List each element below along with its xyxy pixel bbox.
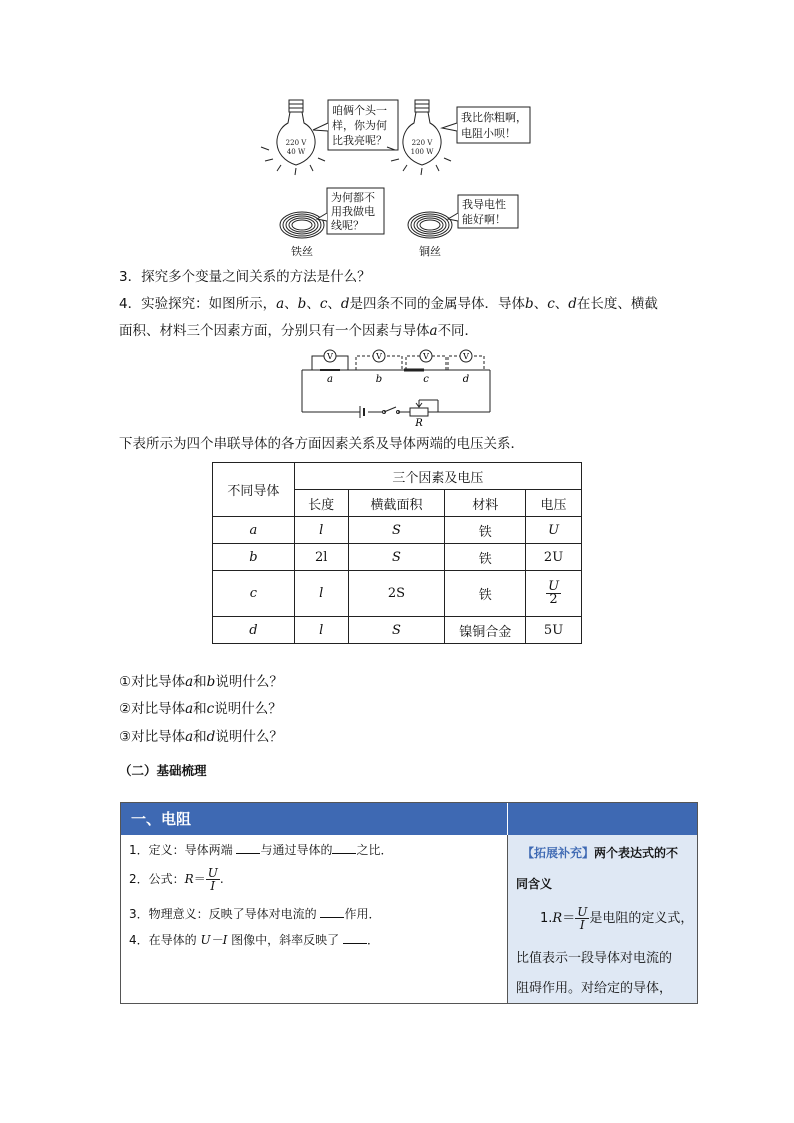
cell-area: S — [348, 517, 445, 544]
cell-name: d — [213, 617, 295, 644]
copper-coil-icon — [408, 212, 452, 238]
fraction-denominator: 2 — [549, 592, 558, 607]
bulb-40w-icon — [261, 100, 325, 175]
side-line2: 比值表示一段导体对电流的 — [516, 951, 673, 966]
box-heading: 一、电阻 — [121, 803, 507, 835]
box-sidebar — [508, 835, 697, 1003]
comic-figure — [255, 95, 545, 260]
cell-material: 铁 — [445, 517, 526, 544]
var: a — [185, 674, 194, 690]
voltmeter-1: V — [327, 352, 333, 361]
var-b: b — [297, 296, 307, 312]
equals: ＝ — [193, 872, 206, 886]
var: a — [185, 701, 194, 717]
sep: 、 — [533, 296, 548, 312]
cell-length: l — [294, 571, 348, 617]
q-text: 和 — [193, 674, 207, 690]
blank — [343, 931, 367, 944]
cell-voltage: U — [526, 517, 582, 544]
iron-coil-icon — [280, 212, 324, 238]
cell-material: 镍铜合金 — [445, 617, 526, 644]
speech3-line2: 用我做电 — [331, 205, 375, 218]
item-meaning — [129, 905, 380, 922]
col-length: 长度 — [294, 490, 348, 517]
var-c: c — [547, 296, 555, 312]
var-b: b — [525, 296, 534, 312]
table-row — [213, 517, 582, 544]
speech1-line1: 咱俩个头一 — [332, 104, 387, 117]
side-line1 — [540, 905, 693, 933]
section-title: （二）基础梳理 — [119, 763, 207, 778]
q4-text: 是四条不同的金属导体．导体 — [349, 296, 526, 312]
cell-name: c — [213, 571, 295, 617]
voltmeter-3: V — [423, 352, 429, 361]
conductor-b-label: b — [375, 374, 383, 385]
fraction-numerator: U — [548, 579, 560, 594]
conductor-table — [212, 462, 582, 644]
sep: 、 — [327, 296, 341, 312]
cell-length: 2l — [294, 544, 348, 571]
copper-label: 铜丝 — [419, 245, 441, 258]
bulb2-power: 100 W — [410, 148, 434, 156]
question-4-line1 — [119, 294, 658, 314]
bulb2-voltage: 220 V — [411, 139, 433, 147]
item-text: 4．在导体的 — [129, 933, 197, 947]
item-text: 之比． — [356, 843, 393, 857]
cell-material: 铁 — [445, 544, 526, 571]
compare-question-1 — [119, 672, 283, 692]
q-text: ①对比导体 — [119, 674, 186, 690]
circuit-diagram — [298, 346, 494, 428]
rheostat-label: R — [415, 418, 423, 428]
side-text: 1. — [540, 911, 553, 926]
speech1-line3: 比我亮呢？ — [332, 134, 387, 147]
q-text: 说明什么？ — [215, 674, 283, 690]
ui-symbol: U－I — [196, 933, 232, 947]
speech2-line2: 电阻小呗！ — [461, 127, 516, 140]
table-row — [213, 544, 582, 571]
cell-length: l — [294, 617, 348, 644]
q4-text: 不同． — [437, 323, 479, 339]
conductor-c-label: c — [423, 374, 429, 385]
item-text: . — [219, 872, 224, 886]
q4-text: 4．实验探究：如图所示， — [119, 296, 277, 312]
var: c — [206, 701, 215, 717]
col-voltage: 电压 — [526, 490, 582, 517]
fraction-numerator: U — [207, 866, 218, 880]
fraction-denominator: I — [210, 879, 216, 893]
q4-text: 在长度、横截 — [576, 296, 658, 312]
item-formula — [129, 861, 224, 897]
bulb1-voltage: 220 V — [285, 139, 307, 147]
var-a: a — [276, 296, 285, 312]
speech4-line1: 我导电性 — [462, 198, 506, 211]
var-R: R — [552, 911, 563, 926]
formula-fraction — [206, 867, 220, 892]
cell-material: 铁 — [445, 571, 526, 617]
col-area: 横截面积 — [348, 490, 445, 517]
side-title-line1 — [522, 844, 678, 861]
side-tag: 【拓展补充】 — [522, 846, 595, 860]
q-text: 说明什么？ — [214, 701, 282, 717]
item-text: 3．物理意义：反映了导体对电流的 — [129, 907, 321, 921]
cell-area: S — [348, 544, 445, 571]
compare-question-2 — [119, 699, 282, 719]
item-definition — [129, 841, 392, 858]
cell-voltage: 5U — [526, 617, 582, 644]
blank — [332, 841, 356, 854]
var-d: d — [568, 296, 577, 312]
side-title-line2: 同含义 — [516, 877, 553, 891]
resistance-box — [120, 802, 698, 1004]
question-4-line2 — [119, 321, 478, 341]
item-text: 作用． — [344, 907, 381, 921]
q-text: ②对比导体 — [119, 701, 186, 717]
side-line3: 阻碍作用。对给定的导体， — [516, 981, 673, 996]
voltmeter-2: V — [376, 352, 382, 361]
item-text: 图像中，斜率反映了 — [231, 933, 343, 947]
compare-question-3 — [119, 727, 283, 747]
speech3-line1: 为何都不 — [331, 191, 375, 204]
item-text: 与通过导体的 — [260, 843, 333, 857]
fraction-denominator: I — [579, 918, 585, 932]
speech3-line3: 线呢？ — [331, 219, 364, 232]
header-group: 三个因素及电压 — [294, 463, 581, 490]
var-d: d — [340, 296, 350, 312]
bulb1-power: 40 W — [286, 148, 306, 156]
cell-voltage — [526, 571, 582, 617]
cell-voltage: 2U — [526, 544, 582, 571]
blank — [320, 905, 344, 918]
header-conductor: 不同导体 — [213, 463, 295, 517]
side-title: 两个表达式的不 — [594, 846, 679, 860]
item-text: 2．公式： — [129, 872, 185, 886]
voltage-fraction — [546, 581, 561, 606]
question-3: 3．探究多个变量之间关系的方法是什么？ — [119, 269, 371, 285]
side-fraction — [575, 906, 589, 931]
q-text: 和 — [193, 701, 207, 717]
var-c: c — [319, 296, 328, 312]
blank — [236, 841, 260, 854]
q-text: 和 — [193, 729, 207, 745]
q4-text: 面积、材料三个因素方面，分别只有一个因素与导体 — [119, 323, 430, 339]
cell-name: b — [213, 544, 295, 571]
q-text: 说明什么？ — [215, 729, 283, 745]
item-graph — [129, 931, 379, 948]
speech4-line2: 能好啊！ — [462, 213, 506, 226]
sep: 、 — [284, 296, 298, 312]
side-text: 是电阻的定义式， — [589, 911, 694, 926]
cell-area: 2S — [348, 571, 445, 617]
var-R: R — [184, 872, 194, 886]
speech2-line1: 我比你粗啊， — [461, 111, 527, 124]
table-intro: 下表所示为四个串联导体的各方面因素关系及导体两端的电压关系． — [119, 436, 524, 452]
col-material: 材料 — [445, 490, 526, 517]
conductor-d-label: d — [462, 374, 470, 385]
cell-name: a — [213, 517, 295, 544]
speech1-line2: 样，你为何 — [332, 119, 387, 132]
var: b — [206, 674, 216, 690]
box-heading-right — [508, 803, 697, 835]
cell-length: l — [294, 517, 348, 544]
item-text: 1．定义：导体两端 — [129, 843, 237, 857]
var: d — [206, 729, 216, 745]
box-content — [121, 835, 508, 1003]
voltmeter-4: V — [463, 352, 469, 361]
cell-area: S — [348, 617, 445, 644]
sep: 、 — [554, 296, 569, 312]
table-row — [213, 571, 582, 617]
q-text: ③对比导体 — [119, 729, 186, 745]
fraction-numerator: U — [577, 905, 588, 919]
item-text: ． — [366, 933, 379, 947]
equals: ＝ — [562, 911, 576, 926]
conductor-a-label: a — [327, 374, 333, 385]
var: a — [185, 729, 194, 745]
table-row — [213, 617, 582, 644]
iron-label: 铁丝 — [291, 245, 313, 258]
sep: 、 — [306, 296, 320, 312]
var-a: a — [429, 323, 438, 339]
